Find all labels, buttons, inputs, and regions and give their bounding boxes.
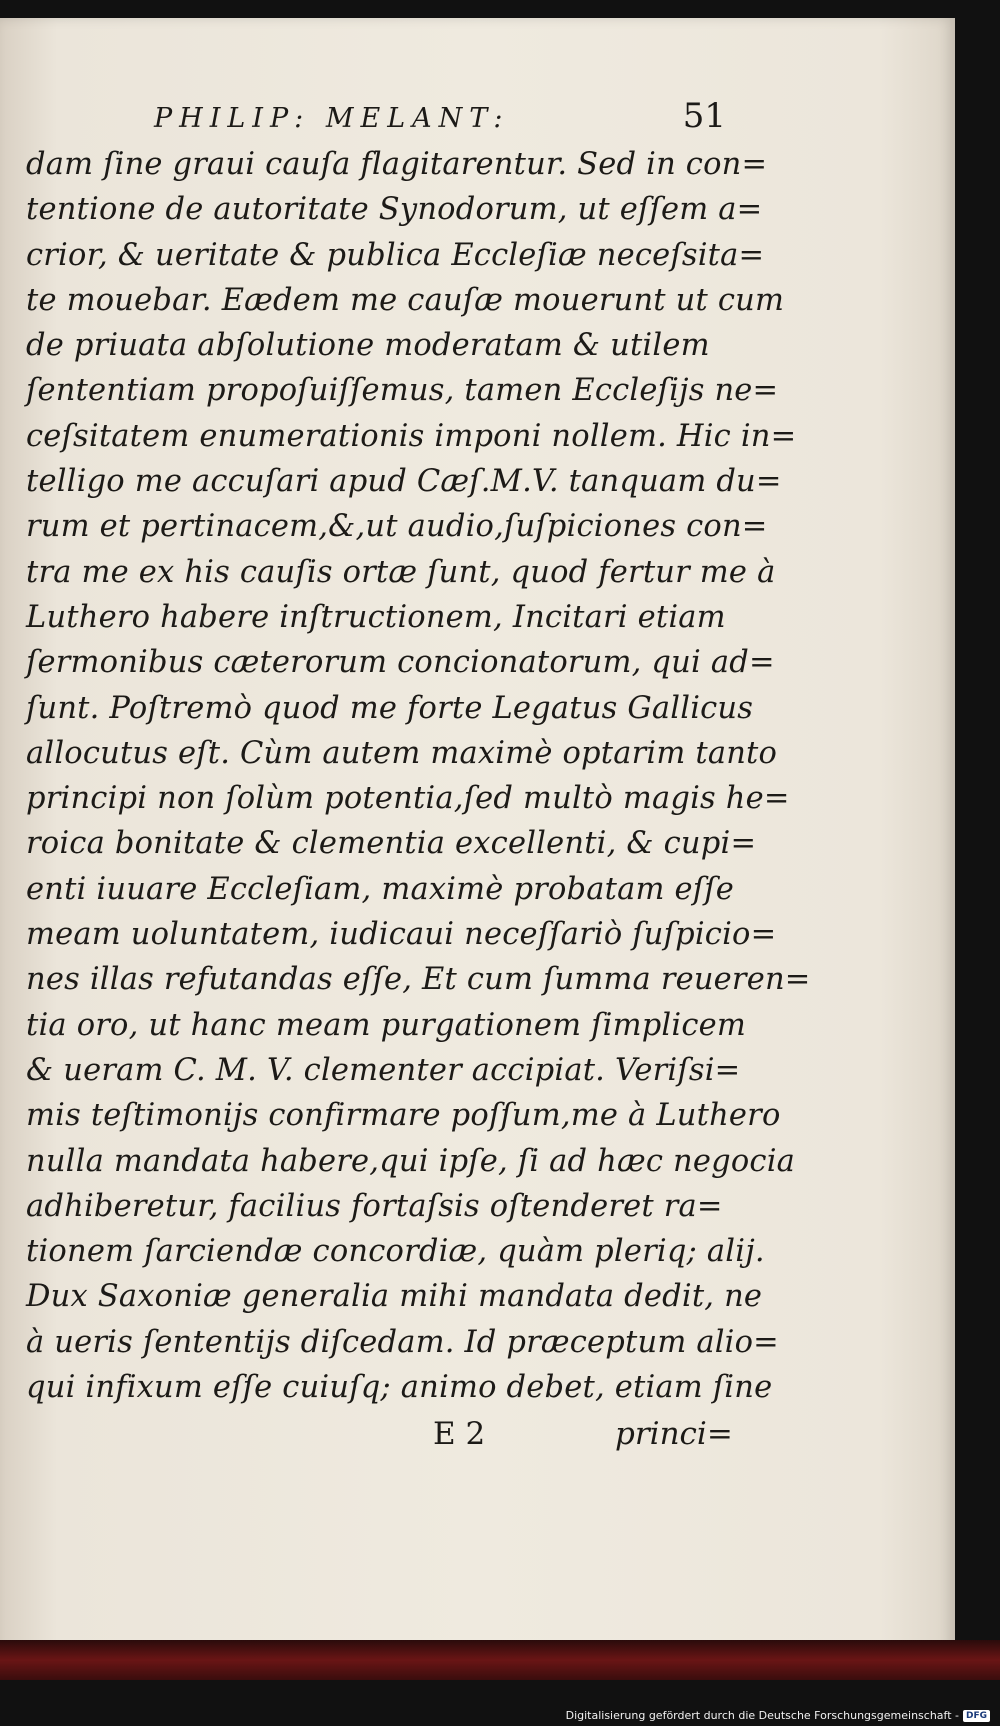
text-line: tentione de autoritate Synodorum, ut eſſem a= [26,192,763,228]
digitization-credit [566,1709,990,1722]
text-line: crior, & ueritate & publica Eccleſiæ neceſsita= [26,237,765,273]
text-line: roica bonitate & clementia excellenti, & cupi= [26,826,757,862]
text-line: te mouebar. Eædem me cauſæ mouerunt ut cum [26,282,785,318]
text-line: de priuata abſolutione moderatam & utilem [26,328,710,364]
text-line: rum et pertinacem,&,ut audio,ſuſpiciones con= [26,509,768,545]
text-line: principi non ſolùm potentia,ſed multò magis he= [26,781,790,817]
text-line: telligo me accuſari apud Cæſ.M.V. tanquam du= [26,464,782,500]
running-head [26,96,726,142]
body-text [26,142,811,1410]
text-line: mis teſtimonijs confirmare poſſum,me à Luthero [26,1098,781,1134]
text-line: tra me ex his cauſis ortæ ſunt, quod fertur me à [26,554,776,590]
page-footer [26,1410,733,1458]
text-line: & ueram C. M. V. clementer accipiat. Veriſsi= [26,1052,741,1088]
running-head-title: PHILIP: MELANT: [154,103,510,134]
text-line: meam uoluntatem, iudicaui neceſſariò ſuſpicio= [26,917,777,953]
text-line: qui infixum eſſe cuiuſq; animo debet, etiam ſine [26,1370,773,1406]
text-line: tia oro, ut hanc meam purgationem ſimplicem [26,1007,746,1043]
text-line: adhiberetur, facilius fortaſsis oſtenderet ra= [26,1188,723,1224]
text-line: nulla mandata habere,qui ipſe, ſi ad hæc negocia [26,1143,796,1179]
text-line: ceſsitatem enumerationis imponi nollem. Hic in= [26,418,797,454]
text-line: ſententiam propoſuiſſemus, tamen Eccleſijs ne= [26,373,779,409]
dfg-logo: DFG [963,1710,990,1722]
text-line: tionem ſarciendæ concordiæ, quàm pleriq; alij. [26,1234,765,1270]
text-line: à ueris ſententijs diſcedam. Id præceptum alio= [26,1324,779,1360]
text-line: Dux Saxoniæ generalia mihi mandata dedit, ne [26,1279,763,1315]
text-line: enti iuuare Eccleſiam, maximè probatam eſſe [26,871,734,907]
text-line: nes illas refutandas eſſe, Et cum ſumma reueren= [26,962,811,998]
text-block [26,96,811,1458]
book-edge [0,1640,1000,1680]
catchword: princi= [615,1416,733,1453]
text-line: Luthero habere inſtructionem, Incitari etiam [26,599,726,635]
text-line: allocutus eſt. Cùm autem maximè optarim tanto [26,735,778,771]
book-page [0,18,955,1680]
page-number: 51 [682,96,726,136]
text-line: ſermonibus cæterorum concionatorum, qui ad= [26,645,775,681]
signature-mark: E 2 [433,1416,486,1453]
text-line: ſunt. Poſtremò quod me forte Legatus Gallicus [26,690,754,726]
credit-text: Digitalisierung gefördert durch die Deutsche Forschungsgemeinschaft - [565,1709,959,1722]
text-line: dam ſine graui cauſa flagitarentur. Sed in con= [26,147,768,182]
